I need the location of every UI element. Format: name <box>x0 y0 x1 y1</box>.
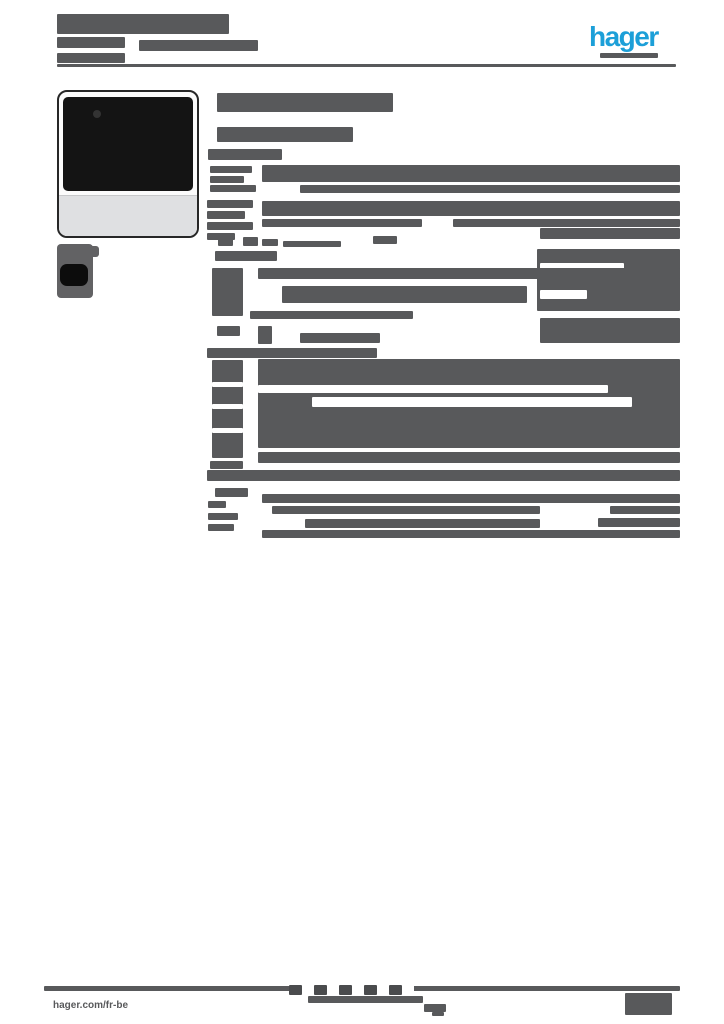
redacted-text-block <box>139 40 258 51</box>
redacted-text-block <box>207 348 377 358</box>
redacted-text-block <box>262 201 680 216</box>
redacted-text-block <box>208 501 226 508</box>
redacted-text-block <box>339 985 352 995</box>
redacted-text-block <box>212 360 243 458</box>
redacted-text-block <box>327 984 339 996</box>
redacted-text-block <box>258 326 272 344</box>
redacted-text-block <box>262 530 680 538</box>
product-photo-base <box>59 195 197 237</box>
redacted-text-block <box>305 519 540 528</box>
redacted-text-block <box>207 211 245 219</box>
redacted-text-block <box>57 37 125 48</box>
redacted-text-block <box>308 996 423 1003</box>
redacted-text-block <box>207 222 253 230</box>
redacted-text-block <box>402 984 414 996</box>
redacted-text-block <box>283 241 341 247</box>
redacted-text-block <box>272 506 540 514</box>
redacted-text-block <box>389 985 402 995</box>
redacted-text-block <box>212 428 243 433</box>
redacted-text-block <box>352 984 364 996</box>
product-photo-screen <box>63 97 193 191</box>
redacted-text-block <box>207 470 680 481</box>
redacted-text-block <box>373 236 397 244</box>
redacted-text-block <box>250 311 413 319</box>
redacted-text-block <box>210 176 244 183</box>
redacted-text-block <box>212 404 243 409</box>
redacted-text-block <box>312 397 632 407</box>
redacted-text-block <box>57 64 676 67</box>
redacted-text-block <box>377 984 389 996</box>
redacted-text-block <box>282 286 527 303</box>
redacted-text-block <box>262 494 680 503</box>
redacted-text-block <box>258 452 680 463</box>
redacted-text-block <box>258 268 680 279</box>
redacted-text-block <box>57 53 125 63</box>
product-thumbnail-tab <box>91 246 99 257</box>
redacted-text-block <box>262 219 422 227</box>
redacted-text-block <box>600 53 658 58</box>
redacted-text-block <box>364 985 377 995</box>
redacted-text-block <box>540 228 680 239</box>
redacted-text-block <box>217 127 353 142</box>
redacted-text-block <box>208 524 234 531</box>
footer-website-chip <box>45 992 168 1018</box>
redacted-text-block <box>432 1012 444 1016</box>
redacted-text-block <box>218 237 233 246</box>
redacted-text-block <box>300 185 680 193</box>
redacted-text-block <box>210 166 252 173</box>
redacted-text-block <box>598 518 680 527</box>
redacted-text-block <box>217 93 393 112</box>
product-photo <box>57 90 199 238</box>
redacted-text-block <box>289 985 302 995</box>
product-thumbnail-screen <box>60 264 88 286</box>
redacted-text-block <box>302 984 314 996</box>
redacted-text-block <box>258 385 608 393</box>
redacted-text-block <box>314 985 327 995</box>
redacted-text-block <box>625 993 672 1015</box>
redacted-text-block <box>610 506 680 514</box>
redacted-text-block <box>208 513 238 520</box>
redacted-text-block <box>215 488 248 497</box>
redacted-text-block <box>262 239 278 246</box>
redacted-text-block <box>210 185 256 192</box>
redacted-text-block <box>540 290 587 299</box>
redacted-text-block <box>424 1004 446 1012</box>
redacted-text-block <box>540 318 680 343</box>
camera-dot <box>93 110 101 118</box>
redacted-text-block <box>212 382 243 387</box>
redacted-text-block <box>262 165 680 182</box>
footer-website-link[interactable]: hager.com/fr-be <box>53 999 129 1011</box>
redacted-text-block <box>453 219 680 227</box>
redacted-text-block <box>243 237 258 246</box>
redacted-text-block <box>300 333 380 343</box>
redacted-text-block <box>215 251 277 261</box>
hager-logo: hager <box>589 21 658 52</box>
redacted-text-block <box>217 326 240 336</box>
redacted-text-block <box>57 14 229 34</box>
product-thumbnail <box>57 244 93 298</box>
redacted-text-block <box>210 461 243 469</box>
redacted-text-block <box>208 149 282 160</box>
redacted-text-block <box>207 200 253 208</box>
redacted-text-block <box>212 268 243 316</box>
redacted-text-block <box>537 249 680 311</box>
